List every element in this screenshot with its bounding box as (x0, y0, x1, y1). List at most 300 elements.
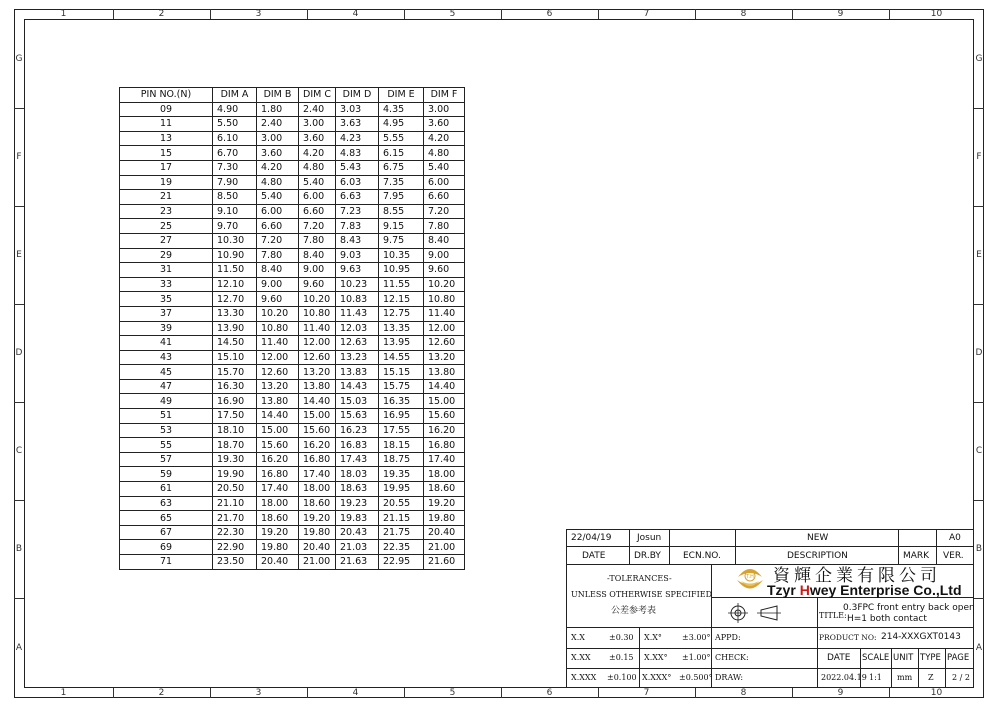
dimension-cell: 12.10 (213, 277, 257, 292)
table-row (120, 496, 465, 511)
dimension-cell: 15.63 (336, 409, 379, 424)
tol-row3-angle-format: X.XXX° (642, 673, 672, 682)
zone-label-right: G (975, 53, 983, 64)
dimension-cell: 8.43 (336, 233, 379, 248)
tolerances-title: -TOLERANCES- (607, 574, 672, 583)
dimension-cell: 5.43 (336, 160, 379, 175)
table-row (120, 175, 465, 190)
table-row (120, 190, 465, 205)
table-row (120, 160, 465, 175)
header-ecn-no: ECN.NO. (683, 551, 721, 561)
dimension-cell: 10.35 (379, 248, 424, 263)
title-label: TITLE: (819, 611, 847, 620)
dimension-cell: 12.15 (379, 292, 424, 307)
dimension-cell: 10.20 (257, 306, 299, 321)
dimension-cell: 22.95 (379, 555, 424, 570)
dimension-cell: 17.40 (424, 452, 465, 467)
drawing-title-line2: H=1 both contact (847, 614, 927, 624)
dimension-cell: 16.20 (257, 452, 299, 467)
pin-number-cell: 51 (120, 409, 213, 424)
zone-tick (307, 9, 308, 19)
dimension-cell: 16.80 (257, 467, 299, 482)
revision-description: NEW (807, 533, 829, 543)
dimension-cell: 15.15 (379, 365, 424, 380)
dimension-cell: 6.15 (379, 146, 424, 161)
dimension-cell: 20.40 (424, 525, 465, 540)
dimension-cell: 6.00 (299, 190, 336, 205)
zone-tick (404, 688, 405, 698)
dimension-cell: 23.50 (213, 555, 257, 570)
dimension-cell: 16.80 (424, 438, 465, 453)
dimension-cell: 4.80 (424, 146, 465, 161)
dimension-cell: 18.10 (213, 423, 257, 438)
pin-number-cell: 53 (120, 423, 213, 438)
zone-tick (404, 9, 405, 19)
zone-label-bottom: 5 (449, 688, 456, 698)
dimension-cell: 21.15 (379, 511, 424, 526)
dimension-cell: 12.75 (379, 306, 424, 321)
footer-header-page: PAGE (947, 653, 970, 663)
footer-header-date: DATE (827, 653, 851, 663)
dimension-cell: 18.00 (257, 496, 299, 511)
dimension-cell: 4.83 (336, 146, 379, 161)
dimension-cell: 13.35 (379, 321, 424, 336)
dimension-cell: 6.60 (299, 204, 336, 219)
dimension-cell: 6.00 (257, 204, 299, 219)
dimension-cell: 4.90 (213, 102, 257, 117)
zone-label-top: 4 (352, 9, 359, 19)
dimension-cell: 19.80 (257, 540, 299, 555)
zone-label-bottom: 2 (158, 688, 165, 698)
dimension-cell: 15.60 (257, 438, 299, 453)
dimension-cell: 13.20 (257, 379, 299, 394)
pin-number-cell: 11 (120, 117, 213, 132)
product-no: 214-XXXGXT0143 (881, 632, 961, 642)
company-name-en-suffix: wey Enterprise Co.,Ltd (809, 582, 962, 598)
dimension-cell: 11.40 (299, 321, 336, 336)
dimension-cell: 10.90 (213, 248, 257, 263)
dimension-cell: 10.30 (213, 233, 257, 248)
dimension-cell: 20.40 (299, 540, 336, 555)
dimension-cell: 21.00 (424, 540, 465, 555)
dimension-cell: 21.10 (213, 496, 257, 511)
revision-drawn-by: Josun (637, 533, 662, 543)
pin-number-cell: 35 (120, 292, 213, 307)
table-row (120, 379, 465, 394)
zone-tick (695, 9, 696, 19)
table-row (120, 336, 465, 351)
pin-number-cell: 47 (120, 379, 213, 394)
dimension-cell: 9.75 (379, 233, 424, 248)
company-logo-icon (735, 567, 765, 593)
zone-label-left: E (16, 250, 22, 260)
zone-tick (792, 688, 793, 698)
dimension-cell: 9.00 (257, 277, 299, 292)
zone-label-right: E (976, 250, 982, 260)
dimension-cell: 2.40 (257, 117, 299, 132)
table-row (120, 102, 465, 117)
footer-type: Z (928, 673, 934, 682)
company-name-en (767, 583, 962, 597)
zone-label-right: F (976, 152, 982, 162)
table-row (120, 452, 465, 467)
zone-label-left: G (15, 53, 23, 64)
dimension-cell: 8.55 (379, 204, 424, 219)
dimension-cell: 13.23 (336, 350, 379, 365)
dimension-cell: 20.50 (213, 482, 257, 497)
dimension-cell: 9.10 (213, 204, 257, 219)
dimension-cell: 10.20 (299, 292, 336, 307)
pin-number-cell: 71 (120, 555, 213, 570)
check-label: CHECK: (715, 653, 749, 662)
dimension-cell: 8.40 (299, 248, 336, 263)
dimension-cell: 22.90 (213, 540, 257, 555)
tol-row2-angle-value: ±1.00° (682, 653, 711, 662)
zone-label-top: 3 (255, 9, 262, 19)
dimension-cell: 4.20 (257, 160, 299, 175)
dimension-cell: 12.60 (299, 350, 336, 365)
dimension-cell: 9.63 (336, 263, 379, 278)
dimension-cell: 2.40 (299, 102, 336, 117)
dimension-cell: 7.20 (299, 219, 336, 234)
appd-label: APPD: (715, 633, 741, 642)
dimension-cell: 11.40 (257, 336, 299, 351)
dimension-cell: 11.40 (424, 306, 465, 321)
dimension-cell: 16.20 (299, 438, 336, 453)
dimension-cell: 21.60 (424, 555, 465, 570)
zone-tick (974, 500, 984, 501)
zone-tick (14, 304, 24, 305)
dimension-cell: 7.80 (299, 233, 336, 248)
footer-header-type: TYPE (920, 653, 941, 663)
dimension-cell: 8.40 (424, 233, 465, 248)
pin-number-cell: 61 (120, 482, 213, 497)
dimension-cell: 11.43 (336, 306, 379, 321)
dimension-cell: 12.00 (424, 321, 465, 336)
table-row (120, 511, 465, 526)
pin-number-cell: 31 (120, 263, 213, 278)
dimension-cell: 15.03 (336, 394, 379, 409)
dimension-cell: 12.60 (257, 365, 299, 380)
dimension-cell: 16.20 (424, 423, 465, 438)
dimension-cell: 21.75 (379, 525, 424, 540)
dimension-cell: 19.20 (257, 525, 299, 540)
dimension-cell: 19.95 (379, 482, 424, 497)
dimension-cell: 22.35 (379, 540, 424, 555)
dimension-cell: 15.60 (299, 423, 336, 438)
table-row (120, 540, 465, 555)
dimension-cell: 6.63 (336, 190, 379, 205)
tol-row3-format: X.XXX (571, 673, 597, 682)
dimension-cell: 13.20 (299, 365, 336, 380)
dimension-cell: 3.63 (336, 117, 379, 132)
dimension-cell: 19.23 (336, 496, 379, 511)
table-row (120, 117, 465, 132)
dimension-cell: 5.40 (299, 175, 336, 190)
dimension-cell: 15.75 (379, 379, 424, 394)
dimension-cell: 7.90 (213, 175, 257, 190)
zone-label-right: D (975, 348, 983, 358)
table-row (120, 292, 465, 307)
logo-initials: T.H (746, 574, 754, 580)
product-no-label: PRODUCT NO: (819, 633, 877, 642)
zone-tick (14, 598, 24, 599)
dimension-cell: 14.55 (379, 350, 424, 365)
dimension-cell: 10.80 (257, 321, 299, 336)
dimension-cell: 22.30 (213, 525, 257, 540)
header-dim-c: DIM C (299, 88, 336, 103)
dimension-cell: 12.00 (299, 336, 336, 351)
dimension-cell: 4.20 (299, 146, 336, 161)
dimension-cell: 19.35 (379, 467, 424, 482)
zone-label-top: 2 (158, 9, 165, 19)
dimension-cell: 8.50 (213, 190, 257, 205)
pin-number-cell: 09 (120, 102, 213, 117)
dimension-cell: 9.60 (424, 263, 465, 278)
zone-tick (307, 688, 308, 698)
zone-tick (113, 688, 114, 698)
header-date: DATE (582, 551, 606, 561)
tol-row1-angle-value: ±3.00° (682, 633, 711, 642)
dimension-cell: 11.50 (213, 263, 257, 278)
footer-unit: mm (897, 673, 913, 682)
dimension-cell: 19.30 (213, 452, 257, 467)
tolerances-subtitle: UNLESS OTHERWISE SPECIFIED (571, 590, 713, 599)
zone-label-top: 9 (837, 9, 844, 19)
pin-number-cell: 21 (120, 190, 213, 205)
zone-label-top: 7 (643, 9, 650, 19)
dimension-cell: 16.95 (379, 409, 424, 424)
zone-tick (974, 402, 984, 403)
dimension-cell: 13.90 (213, 321, 257, 336)
table-row (120, 365, 465, 380)
dimension-cell: 18.60 (299, 496, 336, 511)
dimension-cell: 18.03 (336, 467, 379, 482)
dimension-cell: 19.90 (213, 467, 257, 482)
dimension-cell: 14.40 (257, 409, 299, 424)
dimension-cell: 14.40 (424, 379, 465, 394)
dimension-cell: 20.40 (257, 555, 299, 570)
dimension-cell: 5.40 (424, 160, 465, 175)
zone-label-right: A (975, 643, 983, 653)
zone-label-bottom: 4 (352, 688, 359, 698)
zone-tick (14, 402, 24, 403)
tol-row2-angle-format: X.XX° (644, 653, 668, 662)
dimension-cell: 1.80 (257, 102, 299, 117)
tol-row3-value: ±0.100 (607, 673, 637, 682)
dimension-cell: 9.00 (299, 263, 336, 278)
pin-number-cell: 13 (120, 131, 213, 146)
pin-number-cell: 63 (120, 496, 213, 511)
table-row (120, 394, 465, 409)
pin-number-cell: 39 (120, 321, 213, 336)
table-row (120, 146, 465, 161)
dimension-cell: 7.20 (424, 204, 465, 219)
dimension-cell: 18.15 (379, 438, 424, 453)
zone-tick (974, 108, 984, 109)
dimension-cell: 19.20 (424, 496, 465, 511)
zone-label-bottom: 8 (740, 688, 747, 698)
dimension-cell: 7.20 (257, 233, 299, 248)
dimension-cell: 7.83 (336, 219, 379, 234)
zone-label-bottom: 9 (837, 688, 844, 698)
table-row (120, 525, 465, 540)
dimension-cell: 7.23 (336, 204, 379, 219)
dimension-cell: 18.00 (424, 467, 465, 482)
zone-label-left: A (15, 643, 23, 653)
dimension-cell: 10.95 (379, 263, 424, 278)
dimension-cell: 7.30 (213, 160, 257, 175)
company-name-cn: 資輝企業有限公司 (773, 566, 941, 586)
dimension-cell: 4.80 (257, 175, 299, 190)
dimension-cell: 9.15 (379, 219, 424, 234)
dimension-cell: 3.60 (257, 146, 299, 161)
dimension-cell: 19.83 (336, 511, 379, 526)
footer-date: 2022.04.19 (821, 673, 867, 682)
revision-date: 22/04/19 (571, 533, 612, 543)
dimension-cell: 16.90 (213, 394, 257, 409)
zone-tick (598, 688, 599, 698)
dimension-cell: 16.35 (379, 394, 424, 409)
zone-tick (14, 108, 24, 109)
dimension-cell: 5.40 (257, 190, 299, 205)
dimension-cell: 14.43 (336, 379, 379, 394)
header-mark: MARK (903, 551, 930, 561)
pin-number-cell: 23 (120, 204, 213, 219)
dimension-cell: 10.83 (336, 292, 379, 307)
zone-label-bottom: 6 (546, 688, 553, 698)
dimension-cell: 16.83 (336, 438, 379, 453)
zone-label-left: F (16, 152, 22, 162)
dimension-cell: 13.20 (424, 350, 465, 365)
zone-tick (792, 9, 793, 19)
tol-row1-angle-format: X.X° (644, 633, 662, 642)
table-row (120, 423, 465, 438)
zone-label-bottom: 7 (643, 688, 650, 698)
pin-number-cell: 43 (120, 350, 213, 365)
dimension-cell: 10.80 (299, 306, 336, 321)
footer-header-unit: UNIT (893, 653, 914, 663)
dimension-cell: 3.03 (336, 102, 379, 117)
table-row (120, 131, 465, 146)
dimension-cell: 13.83 (336, 365, 379, 380)
dimension-cell: 10.20 (424, 277, 465, 292)
zone-label-right: B (975, 544, 983, 554)
dimension-cell: 21.63 (336, 555, 379, 570)
footer-page: 2 / 2 (952, 673, 970, 682)
zone-tick (974, 304, 984, 305)
dimension-cell: 18.75 (379, 452, 424, 467)
zone-label-bottom: 3 (255, 688, 262, 698)
draw-label: DRAW: (715, 673, 744, 682)
pin-number-cell: 45 (120, 365, 213, 380)
pin-number-cell: 49 (120, 394, 213, 409)
dimension-cell: 3.60 (424, 117, 465, 132)
dimension-cell: 9.60 (299, 277, 336, 292)
header-description: DESCRIPTION (787, 551, 848, 561)
revision-version: A0 (949, 533, 961, 543)
dimension-cell: 13.80 (257, 394, 299, 409)
header-dim-b: DIM B (257, 88, 299, 103)
pin-number-cell: 29 (120, 248, 213, 263)
dimension-cell: 9.70 (213, 219, 257, 234)
zone-label-top: 10 (930, 9, 943, 19)
title-block (566, 529, 974, 688)
dimension-cell: 6.75 (379, 160, 424, 175)
projection-symbol-icon (727, 602, 787, 624)
dimension-cell: 6.03 (336, 175, 379, 190)
dimension-cell: 9.03 (336, 248, 379, 263)
dimension-cell: 13.95 (379, 336, 424, 351)
pin-number-cell: 37 (120, 306, 213, 321)
dimension-cell: 7.80 (424, 219, 465, 234)
tol-row2-value: ±0.15 (609, 653, 634, 662)
dimension-cell: 4.23 (336, 131, 379, 146)
dimension-cell: 15.00 (424, 394, 465, 409)
dimension-cell: 19.20 (299, 511, 336, 526)
table-row (120, 277, 465, 292)
pin-number-cell: 19 (120, 175, 213, 190)
dimension-cell: 5.55 (379, 131, 424, 146)
dimension-cell: 5.50 (213, 117, 257, 132)
pin-table-body (120, 102, 465, 569)
dimension-cell: 6.70 (213, 146, 257, 161)
dimension-cell: 15.00 (257, 423, 299, 438)
zone-tick (974, 598, 984, 599)
zone-label-bottom: 1 (60, 688, 67, 698)
dimension-cell: 12.00 (257, 350, 299, 365)
zone-tick (14, 500, 24, 501)
header-dim-d: DIM D (336, 88, 379, 103)
pin-number-cell: 67 (120, 525, 213, 540)
dimension-cell: 16.23 (336, 423, 379, 438)
dimension-cell: 4.80 (299, 160, 336, 175)
zone-tick (210, 688, 211, 698)
dimension-cell: 11.55 (379, 277, 424, 292)
dimension-cell: 14.50 (213, 336, 257, 351)
zone-label-right: C (975, 446, 983, 456)
tol-row2-format: X.XX (571, 653, 591, 662)
drawing-title-line1: 0.3FPC front entry back open (843, 603, 975, 613)
pin-number-cell: 41 (120, 336, 213, 351)
header-pin-no: PIN NO.(N) (120, 88, 213, 103)
dimension-cell: 18.60 (257, 511, 299, 526)
pin-number-cell: 59 (120, 467, 213, 482)
dimension-cell: 15.70 (213, 365, 257, 380)
dimension-cell: 15.10 (213, 350, 257, 365)
dimension-cell: 16.30 (213, 379, 257, 394)
dimension-cell: 4.35 (379, 102, 424, 117)
dimension-cell: 12.63 (336, 336, 379, 351)
dimension-cell: 20.55 (379, 496, 424, 511)
dimension-cell: 3.00 (299, 117, 336, 132)
dimension-cell: 17.55 (379, 423, 424, 438)
dimension-cell: 17.50 (213, 409, 257, 424)
dimension-cell: 19.80 (424, 511, 465, 526)
header-dim-a: DIM A (213, 88, 257, 103)
dimension-cell: 13.80 (299, 379, 336, 394)
zone-label-left: D (15, 348, 23, 358)
dimension-cell: 13.30 (213, 306, 257, 321)
dimension-cell: 17.43 (336, 452, 379, 467)
zone-tick (113, 9, 114, 19)
dimension-cell: 18.00 (299, 482, 336, 497)
dimension-cell: 17.40 (257, 482, 299, 497)
dimension-cell: 7.80 (257, 248, 299, 263)
dimension-cell: 12.70 (213, 292, 257, 307)
table-header-row (120, 88, 465, 103)
header-drawn-by: DR.BY (634, 551, 661, 561)
